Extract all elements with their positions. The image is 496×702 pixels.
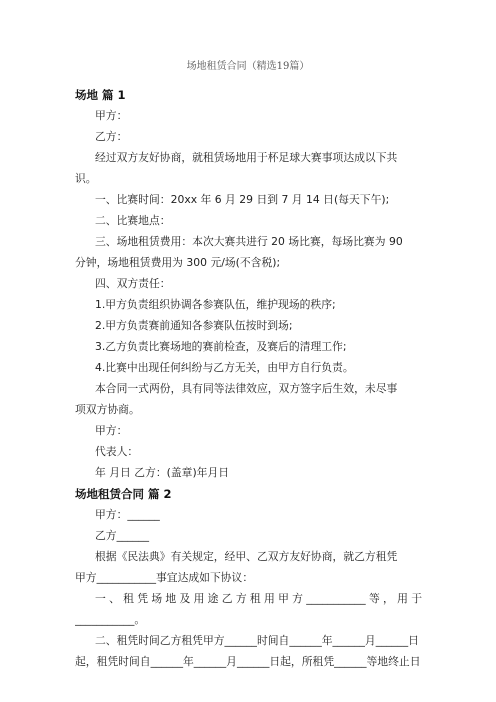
section-1-heading: 场地 篇 1 bbox=[75, 88, 126, 102]
s1-line-copies-cont: 项双方协商。 bbox=[75, 403, 140, 416]
s1-line-duty-2: 2.甲方负责赛前通知各参赛队伍按时到场; bbox=[95, 319, 293, 332]
s1-line-fee: 三、场地租赁费用：本次大赛共进行 20 场比赛，每场比赛为 90 bbox=[95, 235, 403, 248]
document-title: 场地租赁合同（精选19篇） bbox=[186, 61, 310, 72]
s1-line-copies: 本合同一式两份，具有同等法律效应，双方签字后生效，未尽事 bbox=[95, 382, 398, 395]
s1-line-representative: 代表人： bbox=[95, 445, 139, 458]
s1-line-party-a: 甲方： bbox=[95, 109, 128, 122]
s1-line-party-b: 乙方： bbox=[95, 130, 128, 143]
s2-line-rental-period-cont: 起，租凭时间自______年______月______日起，所租凭______等地终止日 bbox=[75, 655, 421, 668]
section-2-heading: 场地租赁合同 篇 2 bbox=[75, 487, 172, 501]
s2-line-party-a: 甲方：______ bbox=[95, 508, 160, 521]
s2-line-site-use-cont: ___________。 bbox=[75, 613, 146, 626]
s1-line-time: 一、比赛时间：20xx 年 6 月 29 日到 7 月 14 日(每天下午); bbox=[95, 193, 390, 206]
s2-line-intro-cont: 甲方___________事宜达成如下协议： bbox=[75, 571, 254, 584]
s2-line-site-use: 一、租凭场地及用途乙方租用甲方___________等，用于 bbox=[95, 592, 422, 605]
s2-line-party-b: 乙方______ bbox=[95, 529, 149, 542]
s1-line-location: 二、比赛地点： bbox=[95, 214, 171, 227]
s1-line-duty-4: 4.比赛中出现任何纠纷与乙方无关，由甲方自行负责。 bbox=[95, 361, 354, 374]
s1-line-fee-cont: 分钟，场地租赁费用为 300 元/场(不含税); bbox=[75, 256, 281, 269]
s1-line-duty-3: 3.乙方负责比赛场地的赛前检查，及赛后的清理工作; bbox=[95, 340, 347, 353]
s1-line-intro: 经过双方友好协商，就租赁场地用于杯足球大赛事项达成以下共 bbox=[95, 151, 398, 164]
s1-line-date-seal: 年 月日 乙方：(盖章)年月日 bbox=[95, 466, 230, 479]
s1-line-duties: 四、双方责任： bbox=[95, 277, 171, 290]
s2-line-rental-period: 二、租凭时间乙方租凭甲方______时间自______年______月______日 bbox=[95, 634, 419, 647]
s1-line-sign-party-a: 甲方： bbox=[95, 424, 128, 437]
s2-line-intro: 根据《民法典》有关规定，经甲、乙双方友好协商，就乙方租凭 bbox=[95, 550, 398, 563]
s1-line-intro-cont: 识。 bbox=[75, 172, 97, 185]
s1-line-duty-1: 1.甲方负责组织协调各参赛队伍，维护现场的秩序; bbox=[95, 298, 336, 311]
